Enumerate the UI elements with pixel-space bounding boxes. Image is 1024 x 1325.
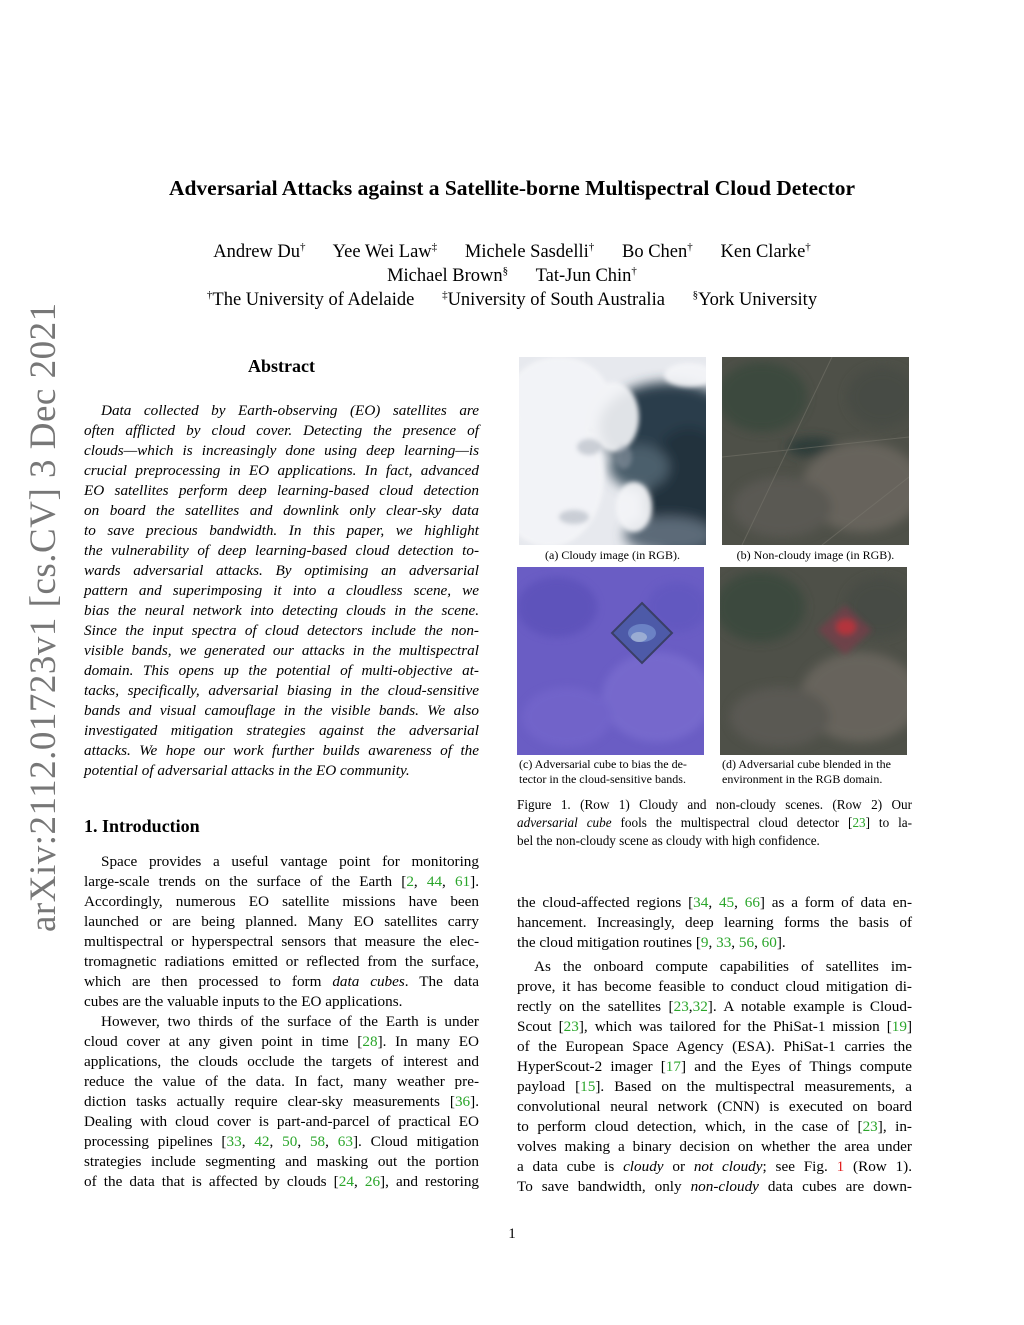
text-run: convolutional neural network (CNN) is executed on board	[517, 1098, 912, 1115]
text-line: Data collected by Earth-observing (EO) satellites are	[101, 402, 479, 419]
affiliation-name: York University	[698, 290, 818, 310]
text-run: hancement. Increasingly, deep learning forms the basis of	[517, 914, 912, 931]
text-run: HyperScout-2 imager [	[517, 1058, 666, 1075]
cloudy-image	[519, 357, 706, 545]
author-name: Andrew Du	[213, 242, 301, 262]
text-run: large-scale trends on the surface of the Earth [	[84, 873, 407, 890]
text-line	[84, 932, 479, 952]
text-run: ,	[688, 998, 693, 1015]
text-run: ,	[241, 1133, 255, 1150]
text-run: diction tasks actually require clear-sky measurements [	[84, 1093, 455, 1110]
text-run: ], which was tailored for the PhiSat-1 mission [	[578, 1018, 892, 1035]
text-run: ].	[470, 1093, 479, 1110]
text-run: . The data	[404, 973, 479, 990]
text-line	[84, 992, 479, 1012]
text-line	[84, 912, 479, 932]
text-run: or	[663, 1158, 694, 1175]
text-line	[517, 1017, 912, 1037]
text-run: ,	[754, 934, 762, 951]
text-run: Space provides a useful vantage point for monitoring	[101, 853, 479, 870]
citation-link[interactable]: 44	[426, 873, 443, 890]
affiliation-mark: †	[206, 289, 213, 301]
arxiv-identifier: arXiv:2112.01723v1 [cs.CV] 3 Dec 2021	[23, 302, 64, 932]
text-run: data cubes are down-	[758, 1178, 912, 1195]
text-line: potential of adversarial attacks in the EO community.	[84, 762, 410, 779]
right-column-body	[517, 893, 912, 1197]
author-name: Michele Sasdelli	[464, 242, 589, 262]
citation-link[interactable]: 17	[665, 1058, 681, 1075]
subcaption-c-line-2: tector in the cloud-sensitive bands.	[519, 772, 686, 786]
text-run: ,	[708, 894, 719, 911]
author-name: Tat-Jun Chin	[535, 266, 632, 286]
non-cloudy-image	[722, 357, 909, 545]
text-run: ] as a form of data en-	[759, 894, 913, 911]
affiliation-name: University of South Australia	[447, 290, 665, 310]
text-line	[517, 1137, 912, 1157]
text-run: Accordingly, numerous EO satellite missions have been	[84, 893, 479, 910]
text-run: Figure 1. (Row 1) Cloudy and non-cloudy scenes. (Row 2) Our	[517, 797, 912, 812]
text-run: ,	[353, 1173, 365, 1190]
text-run: As the onboard compute capabilities of satellites im-	[534, 958, 912, 975]
text-run: payload [	[517, 1078, 581, 1095]
citation-link[interactable]: 45	[718, 894, 735, 911]
figure-caption	[517, 796, 912, 850]
author-name: Yee Wei Law	[332, 242, 432, 262]
subcaption-c	[519, 757, 687, 787]
text-line	[517, 1037, 912, 1057]
text-line	[84, 852, 479, 872]
affiliation-mark: §	[692, 289, 699, 301]
text-run: of the European Space Agency (ESA). PhiSat-1 carries the	[517, 1038, 912, 1055]
citation-link[interactable]: 56	[738, 934, 755, 951]
text-run: ,	[269, 1133, 283, 1150]
text-run: ].	[776, 934, 786, 951]
citation-link[interactable]: 23	[852, 815, 866, 830]
text-line	[84, 1112, 479, 1132]
text-line: wards adversarial attacks. By optimising an adversarial	[84, 562, 479, 579]
text-run: the cloud-affected regions [	[517, 894, 694, 911]
subcaption-c-line-1: (c) Adversarial cube to bias the de-	[519, 757, 687, 771]
text-line	[517, 933, 912, 953]
text-line	[517, 997, 912, 1017]
citation-link[interactable]: 42	[254, 1133, 270, 1150]
citation-link[interactable]: 66	[744, 894, 760, 911]
text-line: bias the neural network into detecting clouds in the scene.	[84, 602, 479, 619]
citation-link[interactable]: 23	[673, 998, 689, 1015]
text-run: ] and the Eyes of Things compute	[680, 1058, 912, 1075]
affiliation-mark: †	[805, 241, 811, 253]
text-run: To save bandwidth, only	[517, 1178, 691, 1195]
citation-link[interactable]: 15	[580, 1078, 596, 1095]
subcaption-d-line-2: environment in the RGB domain.	[722, 772, 883, 786]
text-run: (Row 1).	[844, 1158, 913, 1175]
text-run: ; see Fig.	[762, 1158, 837, 1175]
citation-link[interactable]: 2	[406, 873, 414, 890]
text-run: ,	[297, 1133, 310, 1150]
authors-line-2	[0, 264, 1024, 288]
affiliation-mark: †	[631, 265, 637, 277]
affiliations-line	[0, 288, 1024, 312]
text-line	[84, 972, 479, 992]
text-run: ] to la-	[865, 815, 912, 830]
text-line: investigated mitigation strategies against the adversarial	[84, 722, 479, 739]
text-line	[517, 1177, 912, 1197]
text-run: applications, the clouds occlude the targets of interest and	[84, 1053, 479, 1070]
text-run: ,	[442, 873, 455, 890]
emphasis-text: data cubes	[332, 973, 405, 990]
text-run: prove, it has become feasible to conduct cloud mitigation di-	[517, 978, 912, 995]
text-run: multispectral or hyperspectral sensors that measure the elec-	[84, 933, 479, 950]
text-run: bel the non-cloudy scene as cloudy with high confidence.	[517, 833, 820, 848]
citation-link[interactable]: 58	[309, 1133, 326, 1150]
citation-link[interactable]: 9	[700, 934, 709, 951]
text-run: rectly on the satellites [	[517, 998, 674, 1015]
text-run: of the data that is affected by clouds [	[84, 1173, 339, 1190]
text-run: which are then processed to form	[84, 973, 333, 990]
paper-title: Adversarial Attacks against a Satellite-borne Multispectral Cloud Detector	[168, 176, 856, 200]
citation-link[interactable]: 26	[364, 1173, 381, 1190]
text-run: Scout [	[517, 1018, 564, 1035]
citation-link[interactable]: 50	[282, 1133, 298, 1150]
citation-link[interactable]: 63	[337, 1133, 353, 1150]
subcaption-b: (b) Non-cloudy image (in RGB).	[736, 548, 895, 562]
page-number: 1	[508, 1226, 516, 1242]
text-line: the vulnerability of deep learning-based cloud detection to-	[84, 542, 479, 559]
affiliation-mark: ‡	[442, 289, 448, 301]
text-line: EO satellites perform deep learning-based cloud detection	[84, 482, 479, 499]
authors-line-1	[0, 240, 1024, 264]
text-run: cloud cover at any given point in time [	[84, 1033, 363, 1050]
citation-link[interactable]: 24	[338, 1173, 354, 1190]
emphasis-text: non-cloudy	[690, 1178, 759, 1195]
subcaption-d-line-1: (d) Adversarial cube blended in the	[722, 757, 891, 771]
text-line	[517, 814, 912, 832]
text-run: ]. In many EO	[377, 1033, 479, 1050]
text-run: strategies include segmenting and masking out the portion	[84, 1153, 479, 1170]
text-run: ,	[734, 894, 745, 911]
text-run: ,	[325, 1133, 338, 1150]
text-run: ]	[906, 1018, 912, 1035]
citation-link[interactable]: 23	[563, 1018, 579, 1035]
text-run: a data cube is	[517, 1158, 624, 1175]
text-run: ]. Based on the multispectral measurements, a	[595, 1078, 912, 1095]
citation-link[interactable]: 61	[454, 873, 471, 890]
text-line	[517, 893, 912, 913]
text-line: pattern and superimposing it into a cloudless scene, we	[84, 582, 479, 599]
affiliation-name: The University of Adelaide	[212, 290, 415, 310]
text-line	[517, 977, 912, 997]
text-line	[517, 832, 912, 850]
text-line: bands and visual camouflage in the visible bands. We also	[84, 702, 479, 719]
adversarial-cube-image	[517, 567, 704, 755]
abstract-heading: Abstract	[248, 356, 315, 376]
text-line	[517, 1097, 912, 1117]
citation-link[interactable]: 19	[891, 1018, 907, 1035]
text-line	[517, 1117, 912, 1137]
subcaption-a: (a) Cloudy image (in RGB).	[545, 548, 680, 562]
text-line	[84, 872, 479, 892]
emphasis-text: adversarial cube	[517, 815, 612, 830]
text-run: reduce the value of the data. In fact, many weather pre-	[84, 1073, 479, 1090]
citation-link[interactable]: 34	[693, 894, 709, 911]
introduction-body	[84, 852, 479, 1192]
text-line: to save precious bandwidth. In this paper, we highlight	[84, 522, 479, 539]
text-run: ], in-	[877, 1118, 912, 1135]
text-line: crucial preprocessing in EO applications. In fact, advanced	[84, 462, 479, 479]
affiliation-mark: †	[300, 241, 306, 253]
text-run: ].	[470, 873, 479, 890]
text-line	[517, 957, 912, 977]
subcaption-d	[722, 757, 891, 787]
text-line	[517, 913, 912, 933]
figure-reference-link[interactable]: 1	[836, 1158, 845, 1175]
text-line	[84, 1012, 479, 1032]
abstract-body	[84, 401, 479, 781]
text-line	[84, 1072, 479, 1092]
text-run: volves making a binary decision on whether the area under	[517, 1138, 912, 1155]
author-name: Ken Clarke	[720, 242, 806, 262]
text-line	[84, 1172, 479, 1192]
citation-link[interactable]: 32	[692, 998, 708, 1015]
text-run: ,	[708, 934, 717, 951]
text-run: ]. Cloud mitigation	[352, 1133, 480, 1150]
text-run: launched or are being planned. Many EO satellites carry	[84, 913, 479, 930]
text-line	[84, 892, 479, 912]
citation-link[interactable]: 33	[226, 1133, 242, 1150]
text-line	[517, 1077, 912, 1097]
text-line	[517, 1057, 912, 1077]
text-line: attacks. We hope our work further builds awareness of the	[84, 742, 479, 759]
text-run: ,	[731, 934, 739, 951]
text-line	[84, 1052, 479, 1072]
affiliation-mark: †	[588, 241, 595, 253]
citation-link[interactable]: 36	[454, 1093, 471, 1110]
text-line: Since the input spectra of cloud detectors include the non-	[84, 622, 479, 639]
text-line	[84, 1092, 479, 1112]
text-run: ], and restoring	[380, 1173, 480, 1190]
affiliation-mark: †	[687, 241, 693, 253]
text-line	[84, 1032, 479, 1052]
text-line: domain. This opens up the potential of multi-objective at-	[84, 662, 479, 679]
text-line	[84, 1152, 479, 1172]
text-run: ,	[413, 873, 427, 890]
citation-link[interactable]: 60	[761, 934, 777, 951]
text-run: to perform cloud detection, which, in the case of [	[517, 1118, 863, 1135]
affiliation-mark: ‡	[431, 241, 438, 253]
text-line: clouds—which is increasingly done using deep learning—is	[84, 442, 479, 459]
text-run: cubes are the valuable inputs to the EO applications.	[84, 993, 403, 1010]
text-run: However, two thirds of the surface of the Earth is under	[101, 1013, 479, 1030]
emphasis-text: cloudy	[623, 1158, 664, 1175]
text-line	[84, 1132, 479, 1152]
text-line: often afflicted by cloud cover. Detecting the presence of	[84, 422, 479, 439]
emphasis-text: not cloudy	[693, 1158, 763, 1175]
text-line	[517, 796, 912, 814]
text-line: visible bands, we generated our attacks in the multispectral	[84, 642, 479, 659]
author-name: Bo Chen	[622, 242, 688, 262]
introduction-heading: 1. Introduction	[84, 816, 200, 836]
text-line	[84, 952, 479, 972]
text-run: processing pipelines [	[84, 1133, 227, 1150]
blended-adversarial-image	[720, 567, 907, 755]
text-run: ]. A notable example is Cloud-	[707, 998, 913, 1015]
text-line	[517, 1157, 912, 1177]
text-line: on board the satellites and downlink only clear-sky data	[84, 502, 479, 519]
text-run: fools the multispectral cloud detector [	[611, 815, 853, 830]
text-run: tromagnetic radiations emitted or reflected from the surface,	[84, 953, 479, 970]
citation-link[interactable]: 33	[716, 934, 732, 951]
text-line: tacks, specifically, adversarial biasing in the cloud-sensitive	[84, 682, 479, 699]
citation-link[interactable]: 28	[362, 1033, 378, 1050]
citation-link[interactable]: 23	[862, 1118, 878, 1135]
text-run: Dealing with cloud cover is part-and-parcel of practical EO	[84, 1113, 479, 1130]
text-run: the cloud mitigation routines [	[517, 934, 701, 951]
author-name: Michael Brown	[387, 266, 503, 286]
affiliation-mark: §	[502, 265, 509, 277]
